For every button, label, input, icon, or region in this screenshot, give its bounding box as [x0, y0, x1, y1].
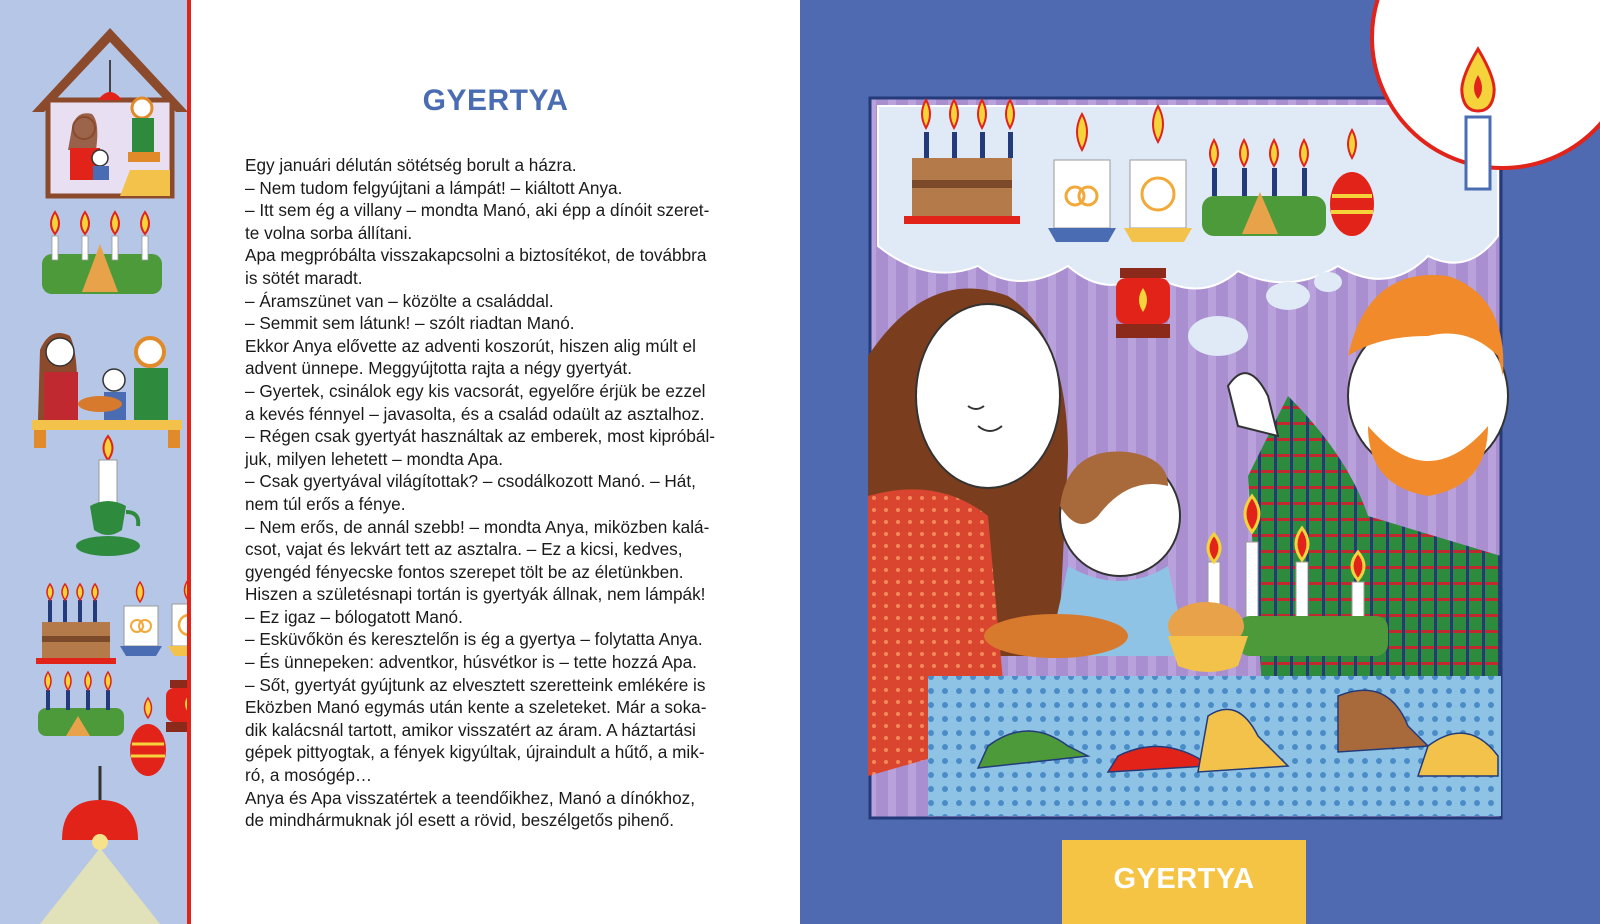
easter-egg-candle-icon — [130, 698, 166, 776]
story-line: Apa megpróbálta visszakapcsolni a biztosítékot, de továbbra — [245, 245, 707, 266]
birthday-cake-icon — [36, 584, 116, 664]
story-line: Eközben Manó egymás után kente a szeleteket. Már a soka- — [245, 697, 707, 718]
story-line: a kevés fénnyel – javasolta, és a család odaült az asztalhoz. — [245, 403, 705, 424]
story-line: – Itt sem ég a villany – mondta Manó, aki épp a dínóit szeret- — [245, 200, 710, 221]
family-candle-illustration — [868, 96, 1513, 830]
story-line: – Ez igaz – bólogatott Manó. — [245, 606, 463, 627]
story-line: gyengéd fényecske fontos szerepet tölt be az életünkben. — [245, 561, 684, 582]
story-line: juk, milyen lehetett – mondta Apa. — [245, 448, 503, 469]
story-line: – Régen csak gyertyát használtak az emberek, most kipróbál- — [245, 426, 716, 447]
story-line: nem túl erős a fénye. — [245, 493, 406, 514]
story-line: te volna sorba állítani. — [245, 222, 413, 243]
story-line: – Csak gyertyával világítottak? – csodálkozott Manó. – Hát, — [245, 471, 696, 492]
baptism-candle-icon — [168, 580, 187, 656]
story-line: – Áramszünet van – közölte a családdal. — [245, 290, 554, 311]
story-line: advent ünnepe. Meggyújtotta rajta a négy gyertyát. — [245, 358, 632, 379]
family-dinner-icon — [32, 333, 182, 448]
story-line: csot, vajat és lekvárt tett az asztalra. – Ez a kicsi, kedves, — [245, 539, 683, 560]
left-page — [191, 0, 800, 924]
house-icon — [32, 28, 187, 196]
story-line: – Nem erős, de annál szebb! – mondta Anya, miközben kalá- — [245, 516, 710, 537]
wedding-candle-icon — [120, 582, 162, 656]
story-line: Anya és Apa visszatértek a teendőikhez, Manó a dínókhoz, — [245, 787, 696, 808]
candlestick-icon — [76, 436, 140, 556]
story-line: ró, a mosógép… — [245, 765, 373, 786]
story-line: Hiszen a születésnapi tortán is gyertyák állnak, nem lámpák! — [245, 584, 706, 605]
story-line: de mindhármuknak jól esett a rövid, beszélgetős pihenő. — [245, 810, 674, 831]
story-line: Egy januári délután sötétség borult a házra. — [245, 155, 577, 175]
story-line: – Esküvőkön és keresztelőn is ég a gyertya – folytatta Anya. — [245, 629, 703, 650]
story-line: dik kalácsnál tartott, amikor visszatért az áram. A háztartási — [245, 719, 696, 740]
story-line: – Sőt, gyertyát gyújtunk az elvesztett szeretteink emlékére is — [245, 674, 706, 695]
story-line: – Gyertek, csinálok egy kis vacsorát, egyelőre érjük be ezzel — [245, 380, 706, 401]
story-line: is sötét maradt. — [245, 267, 363, 288]
wreath-small-icon — [38, 672, 124, 736]
story-line: Ekkor Anya elővette az adventi koszorút, hiszen alig múlt el — [245, 335, 696, 356]
memorial-lantern-icon — [166, 680, 187, 732]
right-page — [800, 0, 1600, 924]
story-line: – És ünnepeken: adventkor, húsvétkor is – tette hozzá Apa. — [245, 652, 697, 673]
candle-icon — [1456, 45, 1500, 195]
sidebar — [0, 0, 187, 924]
story-line: – Nem tudom felgyújtani a lámpát! – kiáltott Anya. — [245, 177, 623, 198]
title-badge: GYERTYA — [1062, 840, 1306, 924]
story-line: gépek pittyogtak, a fények kigyúltak, újraindult a hűtő, a mik- — [245, 742, 705, 763]
ceiling-lamp-icon — [40, 766, 160, 924]
advent-wreath-icon — [42, 212, 162, 294]
story-text — [245, 154, 755, 832]
page-title: GYERTYA — [422, 84, 569, 117]
story-line: – Semmit sem látunk! – szólt riadtan Manó. — [245, 313, 575, 334]
